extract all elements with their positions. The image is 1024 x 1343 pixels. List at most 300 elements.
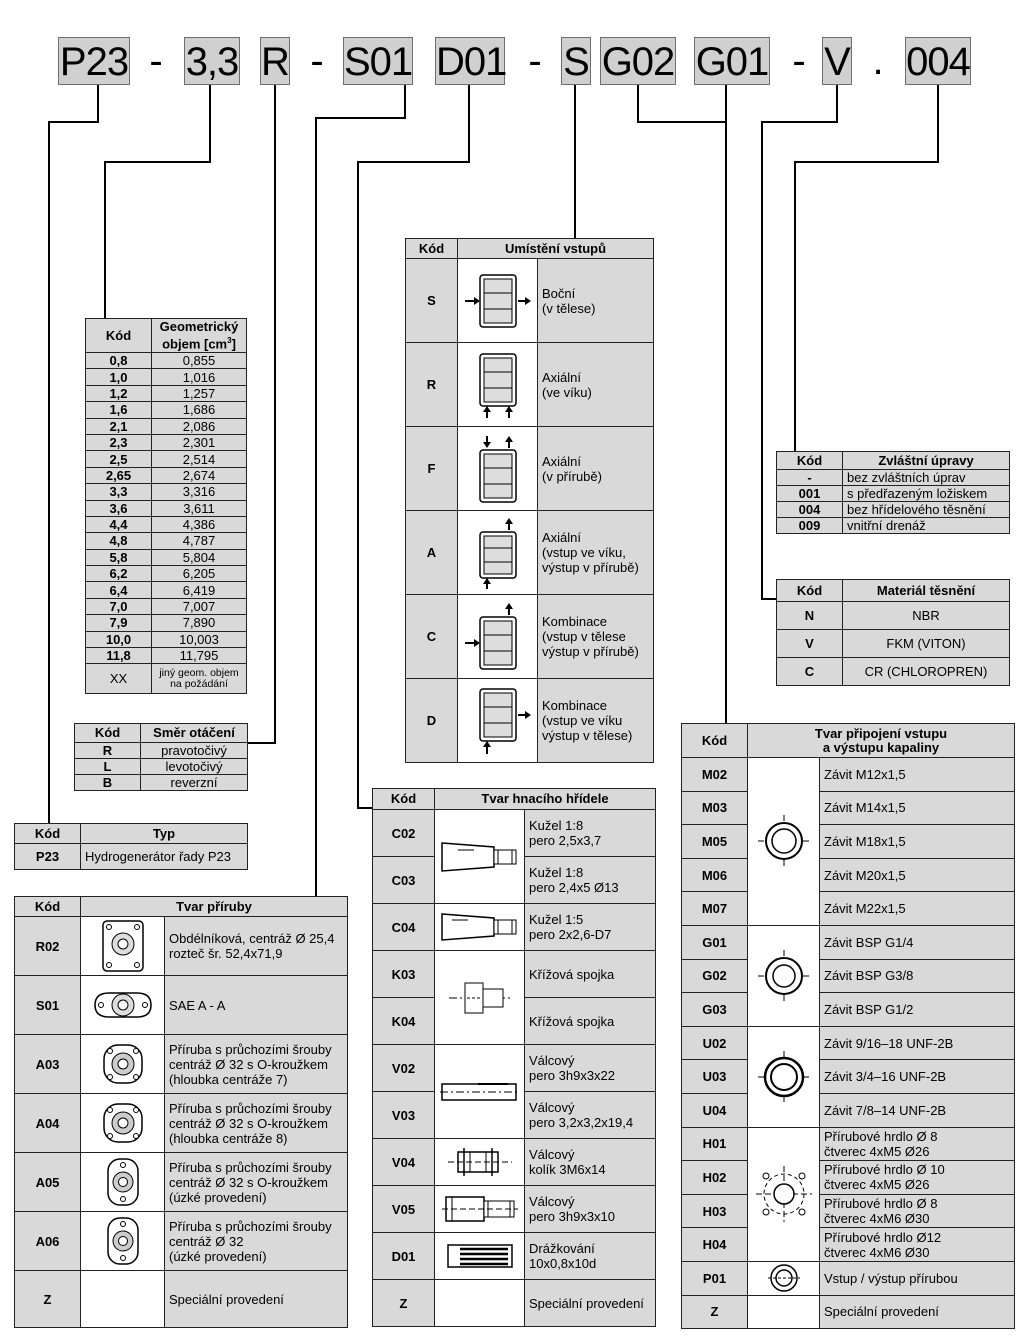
narrow-flange-icon: [81, 1153, 165, 1212]
rotation-value: levotočivý: [141, 759, 248, 775]
table-row: [373, 1280, 656, 1327]
flange-description: [165, 1153, 348, 1212]
conn-description: Závit M22x1,5: [820, 892, 1015, 926]
seal-code: V: [777, 630, 843, 658]
connection-header-line1: Tvar připojení vstupu: [814, 725, 948, 741]
code-part-ports: S: [561, 37, 591, 85]
desc-line: (v přírubě): [542, 468, 602, 484]
rectangular-flange-icon: [81, 917, 165, 976]
geom-code: 4,4: [86, 516, 152, 532]
rotation-code: B: [75, 775, 141, 791]
cylindrical-shaft-icon: [435, 1045, 525, 1139]
narrow-flange-icon: [81, 1212, 165, 1271]
conn-description: Závit M12x1,5: [820, 758, 1015, 792]
table-row: [682, 959, 1015, 993]
geom-code: 1,0: [86, 369, 152, 385]
table-row: [75, 743, 248, 759]
col-header-code: Kód: [75, 724, 141, 743]
desc-line: Obdélníková, centráž Ø 25,4: [169, 931, 335, 946]
rotation-value: reverzní: [141, 775, 248, 791]
desc-line: výstup v přírubě): [542, 560, 639, 575]
special-code: 001: [777, 486, 843, 502]
desc-line: centráž Ø 32: [169, 1233, 244, 1249]
conn-code: U04: [682, 1093, 748, 1127]
shaft-code: K03: [373, 951, 435, 998]
desc-line: výstup v přírubě): [542, 644, 639, 659]
desc-line: Příruba s průchozími šrouby: [169, 1100, 332, 1116]
combined-ports-icon: [458, 679, 538, 763]
flange-description: [165, 1212, 348, 1271]
conn-code: G02: [682, 959, 748, 993]
geom-code: 3,3: [86, 484, 152, 500]
cross-coupling-shaft-icon: [435, 951, 525, 1045]
desc-line: rozteč šr. 52,4x71,9: [169, 946, 283, 961]
tapered-shaft-icon: [435, 810, 525, 904]
col-header-rotation: Směr otáčení: [141, 724, 248, 743]
geom-volume: 2,514: [152, 451, 247, 467]
geom-code: 2,65: [86, 467, 152, 483]
geom-volume: 2,674: [152, 467, 247, 483]
geom-volume-note: [152, 664, 247, 694]
geom-volume: 6,205: [152, 566, 247, 582]
flange-port-four-bolt-icon: [748, 1127, 820, 1261]
table-row: [86, 500, 247, 516]
geom-volume: 2,301: [152, 434, 247, 450]
empty-picture-cell: [748, 1295, 820, 1329]
geom-volume: 4,386: [152, 516, 247, 532]
desc-line: SAE A - A: [169, 997, 226, 1013]
table-row: [682, 1228, 1015, 1262]
col-header-code: Kód: [777, 580, 843, 602]
shaft-code: C03: [373, 857, 435, 904]
geom-volume: 5,804: [152, 549, 247, 565]
conn-description: Závit BSP G1/2: [820, 993, 1015, 1027]
conn-description: Závit BSP G1/4: [820, 925, 1015, 959]
desc-line: pero 2x2,6-D7: [529, 927, 612, 942]
desc-line: Axiální: [542, 369, 582, 385]
ports-description: [538, 427, 654, 511]
table-row: [86, 566, 247, 582]
tapered-shaft-icon: [435, 904, 525, 951]
geom-volume: 1,257: [152, 385, 247, 401]
desc-line: pero 3h9x3x22: [529, 1068, 616, 1083]
geom-code: 4,8: [86, 533, 152, 549]
geom-volume: 4,787: [152, 533, 247, 549]
conn-code: H01: [682, 1127, 748, 1161]
table-row: [682, 1194, 1015, 1228]
shaft-code: V04: [373, 1139, 435, 1186]
table-row: [682, 1127, 1015, 1161]
geom-volume: 3,611: [152, 500, 247, 516]
table-row: [15, 844, 248, 870]
conn-code: G01: [682, 925, 748, 959]
axial-flange-ports-icon: [458, 427, 538, 511]
code-part-shaft: D01: [435, 37, 505, 85]
shaft-description: [525, 810, 656, 857]
conn-description: [820, 1228, 1015, 1262]
seal-value: CR (CHLOROPREN): [843, 658, 1010, 686]
geom-note-line1: jiný geom. objem: [159, 666, 239, 679]
table-row: [86, 484, 247, 500]
shaft-description: [525, 951, 656, 998]
table-row: [86, 402, 247, 418]
desc-line: Boční: [542, 285, 576, 301]
splined-shaft-icon: [435, 1233, 525, 1280]
shaft-description: [525, 1186, 656, 1233]
ports-description: [538, 343, 654, 427]
seal-code: C: [777, 658, 843, 686]
code-separator: .: [872, 39, 884, 83]
shaft-description: [525, 904, 656, 951]
table-row: [373, 1045, 656, 1092]
flange-description: [165, 1035, 348, 1094]
geom-code: 5,8: [86, 549, 152, 565]
ports-code: R: [406, 343, 458, 427]
col-header-code: Kód: [406, 239, 458, 259]
col-header-code: Kód: [86, 319, 152, 353]
table-row: [777, 470, 1010, 486]
shaft-description: [525, 1092, 656, 1139]
connection-header-line2: a výstupu kapaliny: [822, 739, 940, 755]
desc-line: kolík 3M6x14: [529, 1162, 606, 1177]
volume-header-sup: 3: [227, 335, 232, 345]
rotation-code: L: [75, 759, 141, 775]
flange-code: S01: [15, 976, 81, 1035]
axial-mixed-ports-icon: [458, 511, 538, 595]
table-row: [682, 993, 1015, 1027]
conn-code: P01: [682, 1261, 748, 1295]
ports-code: F: [406, 427, 458, 511]
shaft-code: V02: [373, 1045, 435, 1092]
shaft-code: D01: [373, 1233, 435, 1280]
desc-line: Křížová spojka: [529, 1013, 615, 1029]
ports-description: [538, 511, 654, 595]
seal-code: N: [777, 602, 843, 630]
sae-flange-icon: [81, 976, 165, 1035]
desc-line: Přírubové hrdlo Ø 10: [824, 1162, 945, 1178]
desc-line: Kužel 1:8: [529, 865, 584, 880]
desc-line: 10x0,8x10d: [529, 1256, 597, 1271]
geom-volume: 1,016: [152, 369, 247, 385]
ports-description: [538, 595, 654, 679]
type-code: P23: [15, 844, 81, 870]
conn-description: Závit 3/4–16 UNF-2B: [820, 1060, 1015, 1094]
col-header-code: Kód: [777, 452, 843, 470]
shaft-code: Z: [373, 1280, 435, 1327]
desc-line: pero 3h9x3x10: [529, 1209, 616, 1224]
table-row: [86, 615, 247, 631]
table-row: [406, 595, 654, 679]
shaft-description: [525, 1139, 656, 1186]
table-row: [15, 917, 348, 976]
desc-line: Axiální: [542, 530, 582, 545]
table-row: [75, 759, 248, 775]
seal-value: NBR: [843, 602, 1010, 630]
flange-code: A03: [15, 1035, 81, 1094]
table-row: [15, 1212, 348, 1271]
code-part-seal: V: [822, 37, 852, 85]
flange-code: A04: [15, 1094, 81, 1153]
table-row: [86, 516, 247, 532]
geom-volume: 6,419: [152, 582, 247, 598]
col-header-code: Kód: [15, 824, 81, 844]
table-row: [682, 892, 1015, 926]
volume-header-line1: Geometrický: [159, 318, 239, 334]
table-row: [682, 758, 1015, 792]
keyed-shaft-icon: [435, 1186, 525, 1233]
conn-description: Závit M18x1,5: [820, 825, 1015, 859]
desc-line: Kombinace: [542, 698, 608, 713]
table-row: [15, 1271, 348, 1328]
desc-line: Přírubové hrdlo Ø 8: [824, 1128, 938, 1144]
table-row: [373, 810, 656, 857]
table-row: [86, 467, 247, 483]
ports-code: D: [406, 679, 458, 763]
geom-code: 1,6: [86, 402, 152, 418]
desc-line: Kombinace: [542, 614, 608, 629]
rotation-value: pravotočivý: [141, 743, 248, 759]
conn-code: G03: [682, 993, 748, 1027]
conn-code: Z: [682, 1295, 748, 1329]
seal-material-table: [776, 579, 1010, 686]
conn-code: M06: [682, 858, 748, 892]
conn-code: M05: [682, 825, 748, 859]
code-part-flange: S01: [343, 37, 413, 85]
conn-description: Závit M20x1,5: [820, 858, 1015, 892]
code-separator: -: [149, 39, 163, 83]
conn-code: H04: [682, 1228, 748, 1262]
geometric-volume-table: [85, 318, 247, 694]
desc-line: Kužel 1:5: [529, 912, 584, 927]
desc-line: Příruba s průchozími šrouby: [169, 1218, 332, 1234]
table-row: [682, 1060, 1015, 1094]
geom-code: XX: [86, 664, 152, 694]
table-row: [15, 1035, 348, 1094]
conn-description: [820, 1161, 1015, 1195]
code-part-special: 004: [905, 37, 971, 85]
desc-line: (hloubka centráže 8): [169, 1130, 288, 1146]
table-row: [682, 1261, 1015, 1295]
table-row: [86, 631, 247, 647]
flange-code: A06: [15, 1212, 81, 1271]
code-separator: -: [528, 39, 542, 83]
geom-code: 11,8: [86, 648, 152, 664]
shaft-description: [525, 1233, 656, 1280]
table-row: [406, 259, 654, 343]
geom-volume: 10,003: [152, 631, 247, 647]
shaft-description: [525, 998, 656, 1045]
pin-shaft-icon: [435, 1139, 525, 1186]
geom-code: 2,1: [86, 418, 152, 434]
ports-code: A: [406, 511, 458, 595]
desc-line: (v tělese): [542, 300, 596, 316]
col-header-special: Zvláštní úpravy: [843, 452, 1010, 470]
desc-line: Válcový: [529, 1100, 575, 1115]
table-row: [75, 775, 248, 791]
desc-line: pero 2,5x3,7: [529, 833, 602, 848]
table-row: [682, 1161, 1015, 1195]
geom-code: 3,6: [86, 500, 152, 516]
code-part-displacement: 3,3: [184, 37, 240, 85]
geom-code: 6,4: [86, 582, 152, 598]
table-row: [86, 549, 247, 565]
flange-description: [165, 1271, 348, 1328]
table-row: [373, 1139, 656, 1186]
flange-table: [14, 896, 348, 1328]
flange-description: [165, 1094, 348, 1153]
desc-line: Přírubové hrdlo Ø12: [824, 1229, 942, 1245]
shaft-code: K04: [373, 998, 435, 1045]
table-row: [86, 451, 247, 467]
geom-code: 2,3: [86, 434, 152, 450]
desc-line: Přírubové hrdlo Ø 8: [824, 1196, 938, 1212]
conn-description: Závit 9/16–18 UNF-2B: [820, 1026, 1015, 1060]
code-separator: -: [792, 39, 806, 83]
special-value: bez zvláštních úprav: [843, 470, 1010, 486]
shaft-table: [372, 788, 656, 1327]
type-value: Hydrogenerátor řady P23: [81, 844, 248, 870]
desc-line: Kužel 1:8: [529, 818, 584, 833]
desc-line: Válcový: [529, 1194, 575, 1209]
table-row: [682, 1026, 1015, 1060]
geom-code: 7,9: [86, 615, 152, 631]
table-row: [406, 511, 654, 595]
col-header-code: Kód: [373, 789, 435, 810]
table-row: [86, 582, 247, 598]
table-row: [86, 434, 247, 450]
desc-line: (úzké provedení): [169, 1189, 267, 1205]
desc-line: Speciální provedení: [169, 1291, 284, 1307]
shaft-code: V03: [373, 1092, 435, 1139]
table-row: [15, 1094, 348, 1153]
table-row: [406, 343, 654, 427]
shaft-code: C02: [373, 810, 435, 857]
shaft-description: [525, 1045, 656, 1092]
table-row: [86, 598, 247, 614]
table-row: [682, 791, 1015, 825]
table-row: [777, 658, 1010, 686]
desc-line: čtverec 4xM6 Ø30: [824, 1244, 930, 1260]
code-part-connection-in: G02: [600, 37, 676, 85]
volume-header-line2: objem [cm: [162, 336, 228, 352]
geom-code: 0,8: [86, 353, 152, 369]
special-value: bez hřídelového těsnění: [843, 502, 1010, 518]
geom-volume: 7,007: [152, 598, 247, 614]
table-row: [682, 1295, 1015, 1329]
volume-header-close: ]: [231, 336, 236, 352]
ports-code: S: [406, 259, 458, 343]
desc-line: (ve víku): [542, 384, 592, 400]
table-row: [373, 951, 656, 998]
seal-value: FKM (VITON): [843, 630, 1010, 658]
col-header-connection: [748, 724, 1015, 758]
rotation-table: [74, 723, 248, 791]
desc-line: (vstup ve víku,: [542, 545, 626, 560]
shaft-code: V05: [373, 1186, 435, 1233]
table-row: [777, 486, 1010, 502]
metric-thread-port-icon: [748, 758, 820, 926]
ports-description: [538, 679, 654, 763]
special-code: -: [777, 470, 843, 486]
desc-line: Drážkování: [529, 1241, 595, 1256]
col-header-volume: [152, 319, 247, 353]
conn-code: M07: [682, 892, 748, 926]
shaft-description: [525, 857, 656, 904]
geom-code: 1,2: [86, 385, 152, 401]
geom-code: 2,5: [86, 451, 152, 467]
flange-code: Z: [15, 1271, 81, 1328]
shaft-code: C04: [373, 904, 435, 951]
special-code: 004: [777, 502, 843, 518]
desc-line: pero 2,4x5 Ø13: [529, 880, 619, 895]
code-separator: -: [310, 39, 324, 83]
conn-description: [820, 1194, 1015, 1228]
col-header-code: Kód: [15, 897, 81, 917]
side-ports-icon: [458, 259, 538, 343]
col-header-type: Typ: [81, 824, 248, 844]
connection-table: [681, 723, 1015, 1329]
table-row: [86, 533, 247, 549]
conn-description: Závit M14x1,5: [820, 791, 1015, 825]
conn-description: Vstup / výstup přírubou: [820, 1261, 1015, 1295]
desc-line: Křížová spojka: [529, 966, 615, 982]
round-flange-icon: [81, 1094, 165, 1153]
table-row: [86, 664, 247, 694]
ports-description: [538, 259, 654, 343]
table-row: [777, 602, 1010, 630]
table-row: [373, 1233, 656, 1280]
bsp-thread-port-icon: [748, 925, 820, 1026]
geom-volume: 11,795: [152, 648, 247, 664]
desc-line: pero 3,2x3,2x19,4: [529, 1115, 634, 1130]
table-row: [682, 825, 1015, 859]
special-value: s předřazeným ložiskem: [843, 486, 1010, 502]
conn-description: Speciální provedení: [820, 1295, 1015, 1329]
table-row: [86, 385, 247, 401]
code-part-series: P23: [58, 37, 130, 85]
desc-line: (vstup ve víku: [542, 713, 623, 728]
col-header-ports: Umístění vstupů: [458, 239, 654, 259]
code-part-connection-out: G01: [694, 37, 770, 85]
desc-line: Axiální: [542, 453, 582, 469]
table-row: [682, 925, 1015, 959]
table-row: [777, 502, 1010, 518]
geom-volume: 3,316: [152, 484, 247, 500]
desc-line: centráž Ø 32 s O-kroužkem: [169, 1056, 328, 1072]
table-row: [86, 418, 247, 434]
conn-code: U02: [682, 1026, 748, 1060]
flange-description: [165, 917, 348, 976]
flange-description: [165, 976, 348, 1035]
conn-description: [820, 1127, 1015, 1161]
desc-line: (úzké provedení): [169, 1248, 267, 1264]
col-header-flange: Tvar příruby: [81, 897, 348, 917]
empty-picture-cell: [81, 1271, 165, 1328]
flange-code: R02: [15, 917, 81, 976]
desc-line: Válcový: [529, 1053, 575, 1068]
axial-cover-ports-icon: [458, 343, 538, 427]
desc-line: centráž Ø 32 s O-kroužkem: [169, 1115, 328, 1131]
desc-line: Válcový: [529, 1147, 575, 1162]
table-row: [373, 904, 656, 951]
geom-code: 10,0: [86, 631, 152, 647]
table-row: [777, 518, 1010, 534]
port-location-table: [405, 238, 654, 763]
table-row: [406, 679, 654, 763]
conn-code: H02: [682, 1161, 748, 1195]
desc-line: Speciální provedení: [529, 1295, 644, 1311]
combined-ports-icon: [458, 595, 538, 679]
